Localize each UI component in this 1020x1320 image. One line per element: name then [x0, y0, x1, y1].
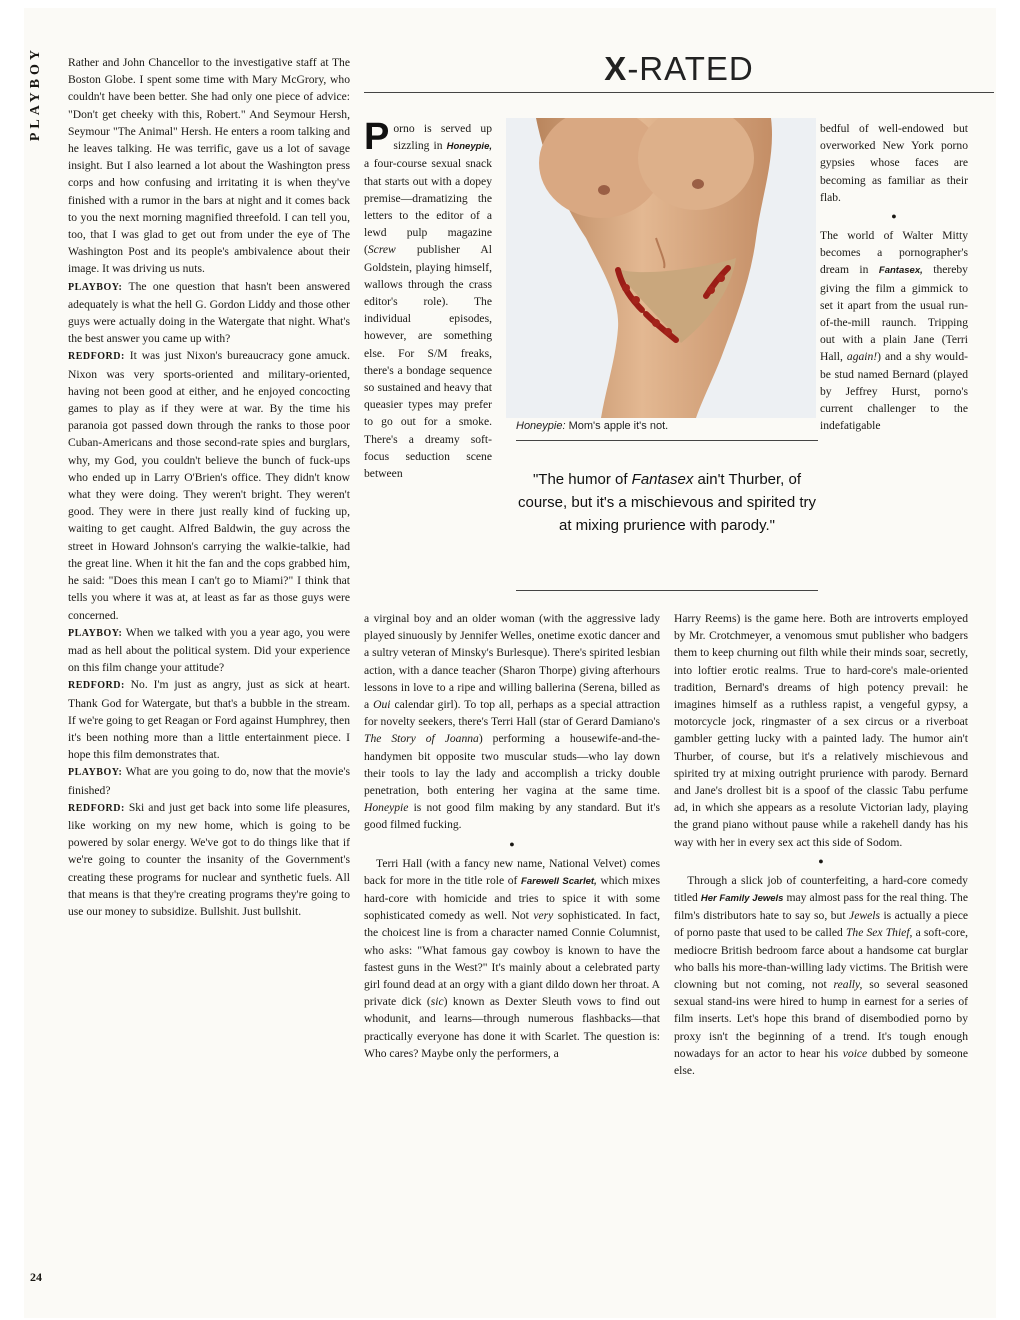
article-paragraph: bedful of well-endowed but overworked New York porno gypsies whose faces are becoming as familiar as their flab. — [820, 122, 968, 204]
caption-rule — [516, 440, 818, 441]
interview-answer: REDFORD: No. I'm just as angry, just as sick at heart. Thank God for Watergate, but that's a bubble in the stream. If we're going to get Reagan or Ford against Humphrey, then it's been nothing more than a little entertainment piece. I hope this film demonstrates that. — [68, 678, 350, 762]
article-paragraph: Terri Hall (with a fancy new name, National Velvet) comes back for more in the title role of Farewell Scarlet, which mixes hard-core with homicide and tries to spice it with some sophisticated comedy as well. Not very sophisticated. In fact, the choicest line is from a character named Connie Columnist, who asks: "What famous gay cowboy is known to have the fastest guns in the West?" It's mainly about a celebrated party girl found dead at an orgy with a giant dildo down her throat. A private dick (sic) known as Dexter Sleuth vows to find out whodunit, and learns—through numerous flashbacks—that practically everyone has done it with Scarlet. The question is: Who cares? Maybe only the performers, a — [364, 856, 660, 1060]
article-paragraph: Harry Reems) is the game here. Both are introverts employed by Mr. Crotchmeyer, a venomous smut publisher who badgers them to keep churning out filth while their minds soar, secretly, into loftier erotic realms. True to hard-core's male-oriented tradition, Bernard's dreams of high potency prevail: he imagines himself as a ruthless rapist, a vengeful gypsy, a motorcycle jock, ringmaster of a sex circus or a riverboat gambler getting lucky with a painted lady. The humor ain't Thurber, of course, but it's a relatively mischievous and spirited try at mixing outright prurience with parody. Bernard and Jane's drollest bit is a spoof of the classic Tabu perfume ad, in which she appears as a resolute Victorian lady, playing the grand piano without pause while a rakehell dandy has his way with her in every sex act this side of Sodom. — [674, 612, 968, 849]
honeypie-illustration — [506, 118, 816, 418]
article-lower-right-column — [674, 610, 968, 1079]
article-paragraph: Through a slick job of counterfeiting, a hard-core comedy titled Her Family Jewels may almost pass for the real thing. The film's distributors hate to say so, but Jewels is actually a piece of porno paste that used to be called The Sex Thief, a soft-core, mediocre British bedroom farce about a handsome cat burglar who balls his more-than-willing lady victims. The British were clowning but not coming, not really, so several seasoned sexual stand-ins were hired to hump in earnest for a series of film inserts. Let's hope this brand of disembodied porno by proxy isn't the beginning of a trend. It's tough enough nowadays for an actor to hear his voice dubbed by someone else. — [674, 873, 968, 1078]
section-title: X-RATED — [604, 50, 754, 87]
interview-question: PLAYBOY: The one question that hasn't been answered adequately is what the hell G. Gordon Liddy and those other guys were actually doing in the Watergate that night. What's the best answer you came up with? — [68, 279, 350, 346]
section-bullet: ● — [818, 855, 824, 866]
article-paragraph: The world of Walter Mitty becomes a pornographer's dream in Fantasex, thereby giving the film a gimmick to set it apart from the usual run-of-the-mill raunch. Tripping out with a plain Jane (Terri Hall, again!) and a shy would-be stud named Bernard (played by Jeffrey Hurst, porno's current challenger to the indefatigable — [820, 229, 968, 433]
article-paragraph: a virginal boy and an older woman (with the aggressive lady played sinuously by Jennifer Welles, onetime exotic dancer and a sultry veteran of Minsky's Burlesque). There's spirited lesbian action, with a dance teacher (Sharon Thorpe) giving afterhours lessons in love to a ripe and willing ballerina (Serena, billed as a Oui calendar girl). To top all, perhaps as a special attraction for novelty seekers, there's Terri Hall (star of Gerard Damiano's The Story of Joanna) performing a housewife-and-the-handymen bit opposite two muscular studs—who lay down their tools to lay the lady and accomplish a tricky double penetration, both entering her vagina at the same time. Honeypie is not good film making by any standard. But it's good filmed fucking. — [364, 612, 660, 832]
title-rule — [364, 92, 994, 93]
pull-quote-rule — [516, 590, 818, 591]
interview-column — [68, 54, 350, 920]
illustration-graphic — [506, 118, 816, 418]
section-bullet: ● — [509, 838, 515, 849]
interview-question: PLAYBOY: When we talked with you a year ago, you were mad as hell about the political system. Did your experience on this film change your attitude? — [68, 625, 350, 675]
interview-paragraph: Rather and John Chancellor to the investigative staff at The Boston Globe. I spent some time with Mary McGrory, who couldn't have been better. She had only one piece of advice: "Don't get cheeky with this, Robert." And Seymour Hersh, Seymour "The Animal" Hersh. He enters a room talking and he leaves talking. He was terrific, gave us a lot of savage insight. But I also learned a lot about the Washington press corps and how confusing and irritating it is when they've finished with a rumor in the bars at night and it comes back to you the next morning magnified threefold. I can tell you, too, that I was glad to get out from under the eye of The Washington Post and its people's ambivalence about their image. It was driving us nuts. — [68, 56, 350, 276]
drop-cap: P — [364, 116, 390, 158]
interview-question: PLAYBOY: What are you going to do, now that the movie's finished? — [68, 765, 350, 797]
section-bullet: ● — [891, 211, 897, 222]
article-lead-column: Porno is served up sizzling in Honeypie, a four-course sexual snack that starts out with a dopey premise—dramatizing the letters to the editor of a lewd pulp magazine (Screw publisher Al Goldstein, playing himself, wallows through the crass editor's role). The individual episodes, however, are something else. For S/M freaks, there's a bondage sequence so sustained and heavy that queasier types may prefer to go out for a smoke. There's a dreamy soft-focus seduction scene between — [364, 116, 492, 481]
interview-answer: REDFORD: Ski and just get back into some life pleasures, like working on my new home, which is going to be powered by solar energy. We've got to do things like that if we're going to counter the insanity of the Government's creating these programs for nuclear and synthetic fuels. All that means is that they're creating programs they're going to use our money to subsidize. Bullshit. Just bullshit. — [68, 800, 350, 918]
page-number: 24 — [30, 1270, 42, 1284]
article-middle-column — [364, 610, 660, 1062]
magazine-brand: PLAYBOY — [28, 46, 43, 142]
illustration-caption: Honeypie: Mom's apple it's not. — [516, 420, 669, 432]
interview-answer: REDFORD: It was just Nixon's bureaucracy gone amuck. Nixon was very sports-oriented and military-oriented, having not been good at either, and he enjoyed concocting games to play as if they were at war. By the time his paranoia got passed down through the ranks to those poor Cuban-Americans and those second-rate spies and burglars, why, my God, you couldn't believe the bunch of fuck-ups who ended up in Larry O'Brien's office. They didn't know what they were doing. They weren't bright. They weren't good. They were in there just really kind of fucking up, waiting to get caught. Alfred Baldwin, the guy across the street in Howard Johnson's carrying the walkie-talkie, had the great line. When it hit the fan and the cops grabbed him, he said: "Does this mean I can't go to Miami?" I think that tells you where it was at, at least as far as those guys were concerned. — [68, 349, 350, 622]
article-right-column — [820, 120, 968, 434]
magazine-page — [24, 8, 996, 1318]
pull-quote: "The humor of Fantasex ain't Thurber, of course, but it's a mischievous and spirited try at mixing prurience with parody." — [518, 471, 816, 534]
